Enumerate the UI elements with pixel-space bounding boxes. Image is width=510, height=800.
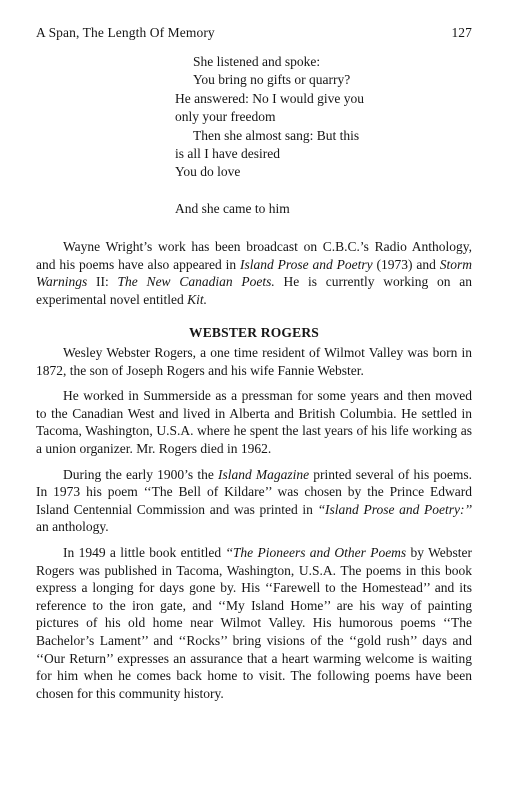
author-bio [36, 238, 472, 308]
body-paragraph: He worked in Summerside as a pressman for some years and then moved to the Canadian West and lived in Alberta and British Columbia. He settled in Tacoma, Washington, U.S.A. where he spent the last years of his life working as a union organizer. Mr. Rogers died in 1962. [36, 388, 472, 456]
running-title: A Span, The Length Of Memory [36, 25, 215, 40]
running-header [36, 25, 472, 41]
poem-excerpt [175, 53, 390, 218]
poem-line: only your freedom [175, 109, 276, 125]
poem-line: is all I have desired [175, 146, 280, 162]
poem-line: He answered: No I would give you [175, 90, 364, 106]
poem-line: She listened and spoke: [193, 54, 321, 69]
poem-line: And she came to him [175, 200, 290, 216]
section-heading: WEBSTER ROGERS [189, 325, 319, 340]
body-paragraph: In 1949 a little book entitled ‘‘The Pioneers and Other Poems by Webster Rogers was published in Tacoma, Washington, U.S.A. The poems in this book express a longing for days gone by. His ‘‘Farewell to the Homestead’’ and its reference to the iron gate, and ‘‘My Island Home’’ are his way of painting pictures of his old home near Wilmot Valley. His humorous poems ‘‘The Bachelor’s Lament’’ and ‘‘Rocks’’ bring visions of the ‘‘gold rush’’ days and ‘‘Our Return’’ expresses an assurance that a heart warming welcome is waiting for him when he comes back home to visit. The following poems have been chosen for this community history. [36, 544, 472, 701]
poem-line: You bring no gifts or quarry? [193, 72, 351, 88]
body-paragraph: During the early 1900’s the Island Magazine printed several of his poems. In 1973 his poem ‘‘The Bell of Kildare’’ was chosen by the Prince Edward Island Centennial Commission and was printed in ‘‘Island Prose and Poetry:’’ an anthology. [36, 466, 472, 535]
section-body [36, 344, 472, 702]
bio-paragraph: Wayne Wright’s work has been broadcast on C.B.C.’s Radio Anthology, and his poems have also appeared in Island Prose and Poetry (1973) and Storm Warnings II: The New Canadian Poets. He is currently working on an experimental novel entitled Kit. [36, 239, 473, 307]
page-number: 127 [451, 25, 472, 40]
body-paragraph: Wesley Webster Rogers, a one time resident of Wilmot Valley was born in 1872, the son of Joseph Rogers and his wife Fannie Webster. [36, 345, 472, 378]
poem-line: You do love [175, 164, 241, 180]
poem-line: Then she almost sang: But this [193, 127, 360, 143]
